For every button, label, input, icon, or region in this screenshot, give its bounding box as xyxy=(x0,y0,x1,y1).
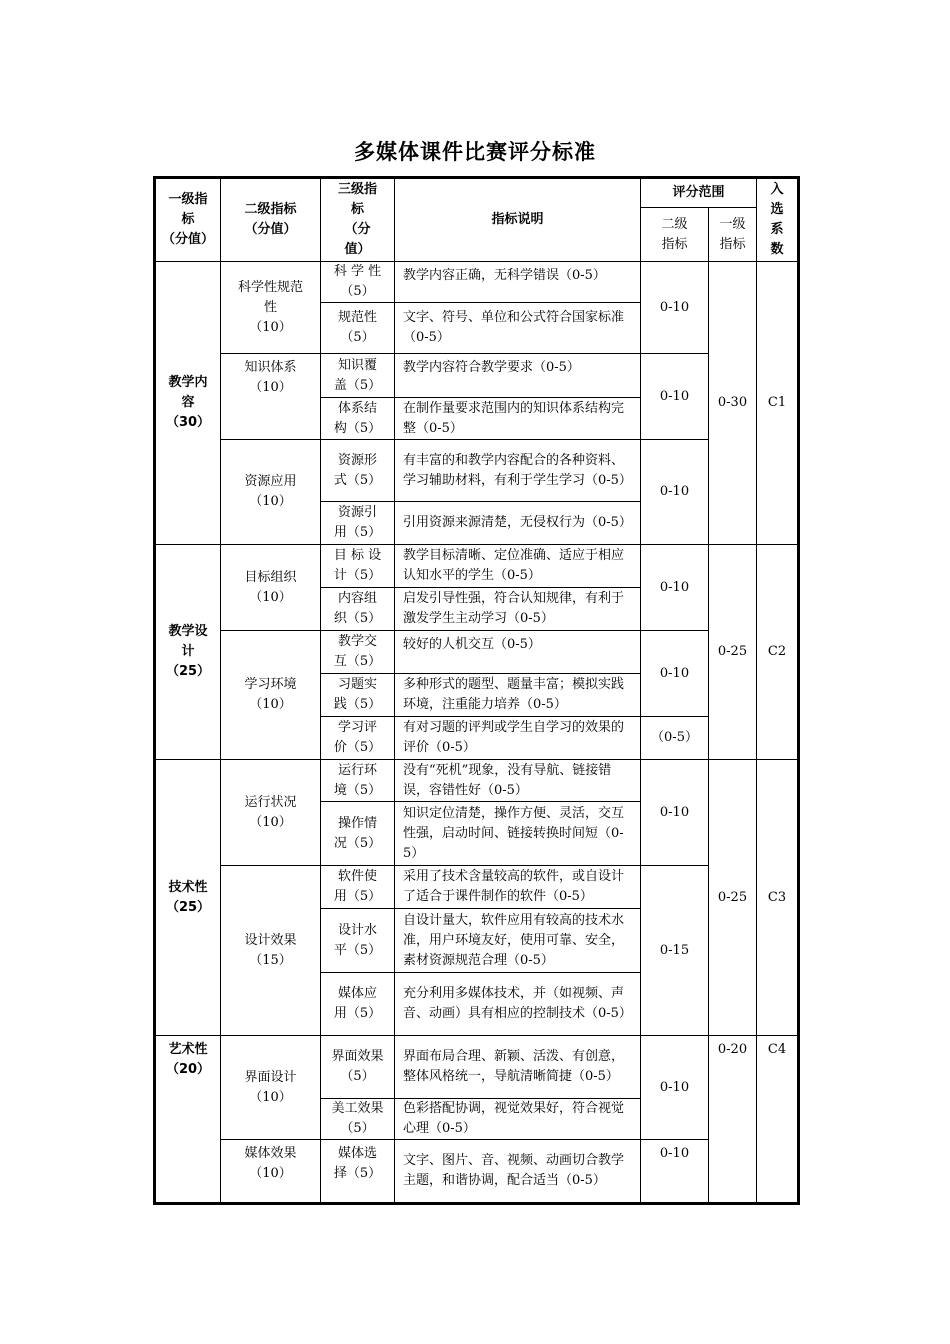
group-range: 0-15 xyxy=(641,866,709,1036)
group-range: 0-10 xyxy=(641,440,709,545)
header-description: 指标说明 xyxy=(395,178,641,262)
indicator-name: 教学交 互（5） xyxy=(321,631,395,674)
header-range-level1: 一级 指标 xyxy=(709,208,757,262)
group-name: 设计效果 （15） xyxy=(221,866,321,1036)
group-name: 知识体系 （10） xyxy=(221,354,321,440)
indicator-description: 多种形式的题型、题量丰富；模拟实践环境，注重能力培养（0-5） xyxy=(395,674,641,717)
group-name: 学习环境 （10） xyxy=(221,631,321,760)
section-content-coef: C1 xyxy=(757,262,799,545)
section-art-coef: C4 xyxy=(757,1036,799,1204)
group-name: 运行状况 （10） xyxy=(221,760,321,866)
indicator-name: 界面效果 （5） xyxy=(321,1036,395,1099)
indicator-name: 目 标 设 计（5） xyxy=(321,545,395,588)
group-range: 0-10 xyxy=(641,631,709,717)
indicator-description: 文字、图片、音、视频、动画切合教学主题，和谐协调，配合适当（0-5） xyxy=(395,1140,641,1204)
indicator-description: 充分利用多媒体技术，并（如视频、声音、动画）具有相应的控制技术（0-5） xyxy=(395,973,641,1036)
indicator-description: 教学内容符合教学要求（0-5） xyxy=(395,354,641,398)
indicator-name: 规范性 （5） xyxy=(321,303,395,354)
group-range: 0-10 xyxy=(641,1036,709,1140)
indicator-name: 习题实 践（5） xyxy=(321,674,395,717)
indicator-name: 操作情 况（5） xyxy=(321,802,395,866)
indicator-description: 启发引导性强，符合认知规律，有利于激发学生主动学习（0-5） xyxy=(395,588,641,631)
group-range: 0-10 xyxy=(641,262,709,354)
indicator-description: 教学目标清晰、定位准确、适应于相应认知水平的学生（0-5） xyxy=(395,545,641,588)
header-level2: 二级指标 （分值） xyxy=(221,178,321,262)
group-range: 0-10 xyxy=(641,1140,709,1204)
indicator-name: 媒体应 用（5） xyxy=(321,973,395,1036)
indicator-name: 内容组 织（5） xyxy=(321,588,395,631)
indicator-description: 教学内容正确，无科学错误（0-5） xyxy=(395,262,641,303)
group-name: 媒体效果 （10） xyxy=(221,1140,321,1204)
header-range-level2: 二级 指标 xyxy=(641,208,709,262)
indicator-name: 运行环 境（5） xyxy=(321,760,395,802)
indicator-name: 体系结 构（5） xyxy=(321,398,395,440)
scoring-table xyxy=(153,176,800,1205)
indicator-name: 美工效果 （5） xyxy=(321,1099,395,1140)
section-art-name: 艺术性 （20） xyxy=(155,1036,221,1204)
indicator-name: 设计水 平（5） xyxy=(321,909,395,973)
indicator-description: 有对习题的评判或学生自学习的效果的评价（0-5） xyxy=(395,717,641,760)
group-name: 目标组织 （10） xyxy=(221,545,321,631)
group-range: 0-10 xyxy=(641,354,709,440)
group-range: 0-10 xyxy=(641,545,709,631)
header-score-range: 评分范围 xyxy=(641,178,757,208)
header-level3: 三级指 标 （分 值） xyxy=(321,178,395,262)
indicator-description: 采用了技术含量较高的软件，或自设计了适合于课件制作的软件（0-5） xyxy=(395,866,641,909)
indicator-description: 色彩搭配协调，视觉效果好，符合视觉心理（0-5） xyxy=(395,1099,641,1140)
indicator-name: 科 学 性 （5） xyxy=(321,262,395,303)
header-level1: 一级指 标 （分值） xyxy=(155,178,221,262)
group-name: 界面设计 （10） xyxy=(221,1036,321,1140)
indicator-range: （0-5） xyxy=(641,717,709,760)
group-range: 0-10 xyxy=(641,760,709,866)
indicator-description: 知识定位清楚，操作方便、灵活，交互性强，启动时间、链接转换时间短（0-5） xyxy=(395,802,641,866)
indicator-description: 界面布局合理、新颖、活泼、有创意，整体风格统一，导航清晰简捷（0-5） xyxy=(395,1036,641,1099)
group-name: 资源应用 （10） xyxy=(221,440,321,545)
section-design-coef: C2 xyxy=(757,545,799,760)
indicator-name: 媒体选 择（5） xyxy=(321,1140,395,1204)
indicator-description: 引用资源来源清楚，无侵权行为（0-5） xyxy=(395,502,641,545)
document-title: 多媒体课件比赛评分标准 xyxy=(354,140,596,164)
section-content-range: 0-30 xyxy=(709,262,757,545)
indicator-name: 软件使 用（5） xyxy=(321,866,395,909)
indicator-description: 文字、符号、单位和公式符合国家标准（0-5） xyxy=(395,303,641,354)
indicator-description: 自设计量大，软件应用有较高的技术水准，用户环境友好，使用可靠、安全，素材资源规范合理（0-5） xyxy=(395,909,641,973)
indicator-name: 学习评 价（5） xyxy=(321,717,395,760)
indicator-description: 没有“死机”现象，没有导航、链接错误，容错性好（0-5） xyxy=(395,760,641,802)
indicator-name: 资源形 式（5） xyxy=(321,440,395,502)
header-coefficient: 入 选 系 数 xyxy=(757,178,799,262)
indicator-description: 较好的人机交互（0-5） xyxy=(395,631,641,674)
indicator-name: 知识覆 盖（5） xyxy=(321,354,395,398)
indicator-name: 资源引 用（5） xyxy=(321,502,395,545)
section-content-name: 教学内 容 （30） xyxy=(155,262,221,545)
group-name: 科学性规范 性 （10） xyxy=(221,262,321,354)
section-design-name: 教学设 计 （25） xyxy=(155,545,221,760)
section-tech-range: 0-25 xyxy=(709,760,757,1036)
section-tech-coef: C3 xyxy=(757,760,799,1036)
section-design-range: 0-25 xyxy=(709,545,757,760)
section-tech-name: 技术性 （25） xyxy=(155,760,221,1036)
indicator-description: 在制作量要求范围内的知识体系结构完整（0-5） xyxy=(395,398,641,440)
indicator-description: 有丰富的和教学内容配合的各种资料、学习辅助材料，有利于学生学习（0-5） xyxy=(395,440,641,502)
section-art-range: 0-20 xyxy=(709,1036,757,1204)
